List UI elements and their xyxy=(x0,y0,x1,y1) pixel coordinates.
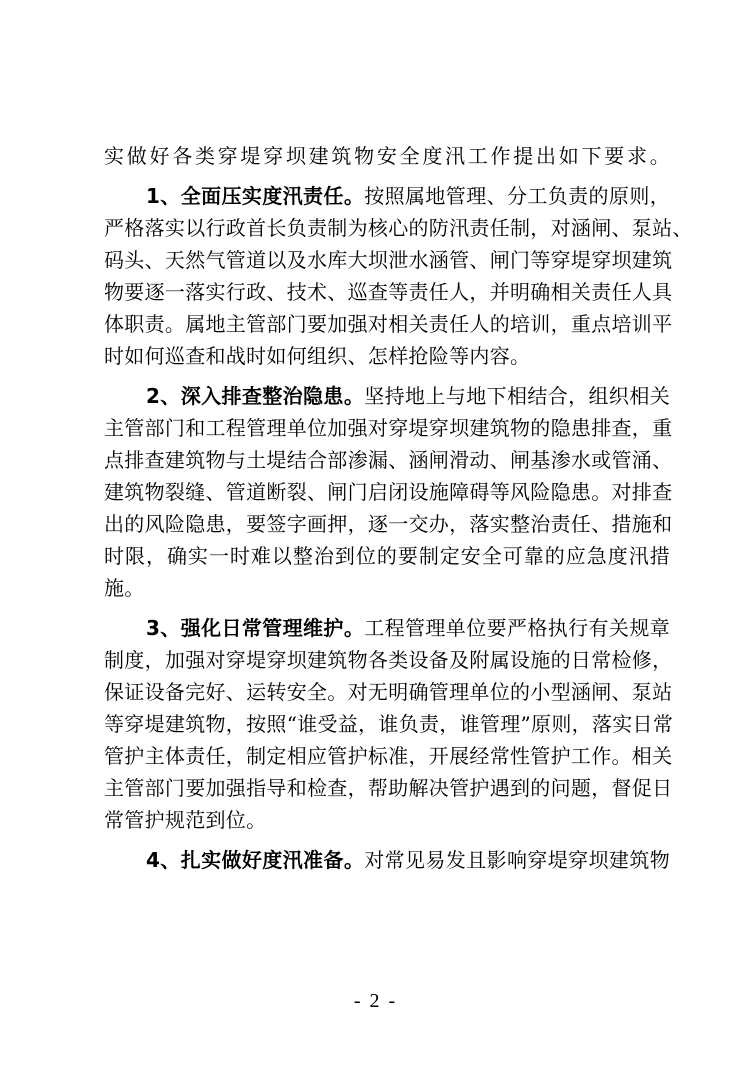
text-line: 严格落实以行政首长负责制为核心的防汛责任制，对涵闸、泵站、 xyxy=(104,216,693,240)
paragraph-text: 工程管理单位要严格执行有关规章 xyxy=(364,616,671,640)
paragraph-first-line xyxy=(104,380,670,412)
paragraph-text: 坚持地上与地下相结合，组织相关 xyxy=(364,384,671,408)
text-line: 管护主体责任，制定相应管护标准，开展经常性管护工作。相关 xyxy=(104,744,673,768)
paragraph-1 xyxy=(104,180,693,372)
paragraph-heading: 2、深入排查整治隐患。 xyxy=(146,384,365,408)
text-line: 时限，确实一时难以整治到位的要制定安全可靠的应急度汛措 xyxy=(104,544,670,568)
text-line: 主管部门要加强指导和检查，帮助解决管护遇到的问题，督促日 xyxy=(104,776,673,800)
text-line: 出的风险隐患，要签字画押，逐一交办，落实整治责任、措施和 xyxy=(104,512,673,536)
paragraph-2 xyxy=(104,380,673,604)
paragraph-heading: 3、强化日常管理维护。 xyxy=(146,616,365,640)
text-line: 体职责。属地主管部门要加强对相关责任人的培训，重点培训平 xyxy=(104,312,673,336)
document-body xyxy=(104,140,693,876)
page-number: - 2 - xyxy=(353,990,398,1012)
text-line: 点排查建筑物与土堤结合部渗漏、涵闸滑动、闸基渗水或管涌、 xyxy=(104,448,673,472)
paragraph-3 xyxy=(104,612,674,836)
paragraph-first-line xyxy=(104,844,670,876)
text-line: 时如何巡查和战时如何组织、怎样抢险等内容。 xyxy=(104,344,531,368)
paragraph-text: 对常见易发且影响穿堤穿坝建筑物 xyxy=(364,848,671,872)
paragraph-first-line xyxy=(104,180,670,212)
paragraph-text: 按照属地管理、分工负责的原则， xyxy=(364,184,671,208)
text-line: 制度，加强对穿堤穿坝建筑物各类设备及附属设施的日常检修， xyxy=(104,648,673,672)
text-line: 主管部门和工程管理单位加强对穿堤穿坝建筑物的隐患排查，重 xyxy=(104,416,673,440)
text-line: 建筑物裂缝、管道断裂、闸门启闭设施障碍等风险隐患。对排查 xyxy=(104,480,673,504)
paragraph-4 xyxy=(104,844,670,876)
paragraph-first-line xyxy=(104,612,670,644)
text-line: 施。 xyxy=(104,576,145,600)
text-line: 常管护规范到位。 xyxy=(104,808,267,832)
paragraph-heading: 1、全面压实度汛责任。 xyxy=(146,184,365,208)
text-line: 码头、天然气管道以及水库大坝泄水涵管、闸门等穿堤穿坝建筑 xyxy=(104,248,673,272)
paragraph-heading: 4、扎实做好度汛准备。 xyxy=(146,848,365,872)
text-line: 物要逐一落实行政、技术、巡查等责任人，并明确相关责任人具 xyxy=(104,280,673,304)
text-line: 等穿堤建筑物，按照“谁受益，谁负责，谁管理”原则，落实日常 xyxy=(104,712,674,736)
text-line: 实做好各类穿堤穿坝建筑物安全度汛工作提出如下要求。 xyxy=(104,144,670,168)
text-line: 保证设备完好、运转安全。对无明确管理单位的小型涵闸、泵站 xyxy=(104,680,673,704)
